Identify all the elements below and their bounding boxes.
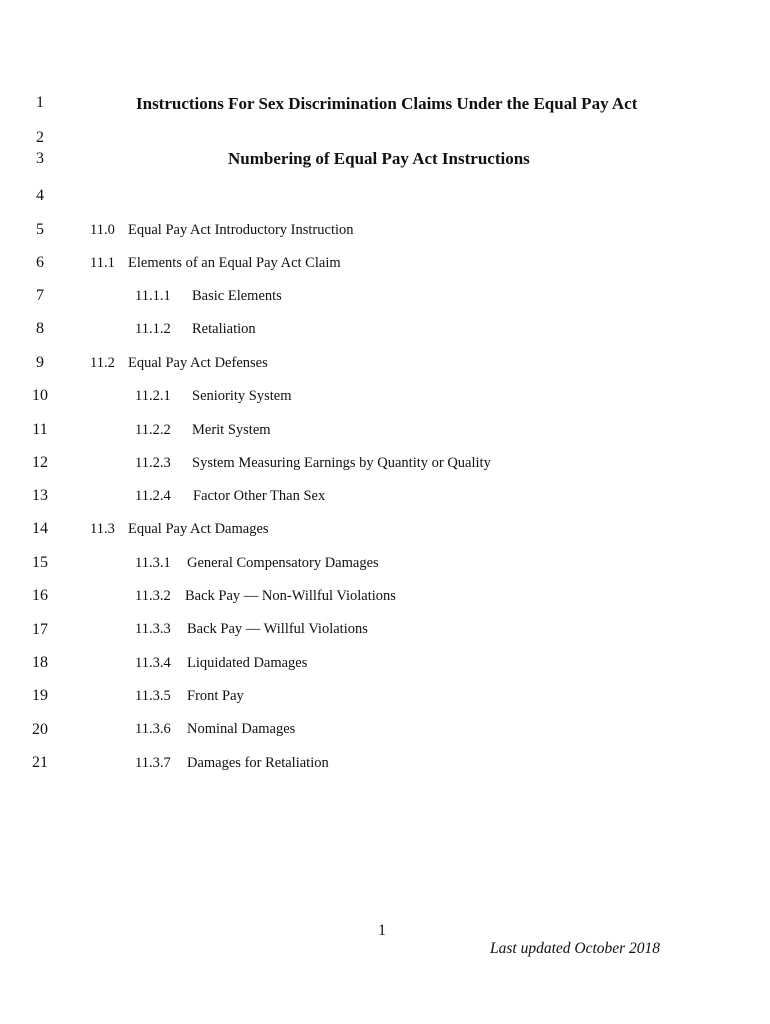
toc-text: Back Pay — Willful Violations <box>187 621 368 637</box>
line-number: 5 <box>36 221 44 238</box>
toc-number: 11.0 <box>90 222 115 238</box>
toc-entry <box>135 488 325 505</box>
toc-number: 11.1 <box>90 255 115 271</box>
toc-entry <box>135 621 368 638</box>
toc-text: Basic Elements <box>192 288 282 304</box>
toc-entry <box>135 455 491 472</box>
toc-number: 11.3.2 <box>135 588 171 604</box>
document-subtitle: Numbering of Equal Pay Act Instructions <box>228 149 530 168</box>
line-number: 21 <box>32 754 48 771</box>
line-number: 14 <box>32 520 48 537</box>
line-number: 9 <box>36 354 44 371</box>
line-number: 15 <box>32 554 48 571</box>
toc-entry <box>90 255 341 272</box>
toc-text: Retaliation <box>192 321 256 337</box>
line-number: 3 <box>36 150 44 167</box>
toc-entry <box>90 521 269 538</box>
line-number: 8 <box>36 320 44 337</box>
toc-text: Damages for Retaliation <box>187 755 329 771</box>
line-number: 1 <box>36 94 44 111</box>
toc-text: Front Pay <box>187 688 244 704</box>
footer-last-updated: Last updated October 2018 <box>490 940 661 957</box>
toc-text: Equal Pay Act Introductory Instruction <box>128 222 354 238</box>
toc-entry <box>90 222 354 239</box>
toc-text: General Compensatory Damages <box>187 555 379 571</box>
toc-text: Elements of an Equal Pay Act Claim <box>128 255 341 271</box>
toc-number: 11.3.1 <box>135 555 171 571</box>
toc-entry <box>135 288 282 305</box>
toc-number: 11.1.2 <box>135 321 171 337</box>
toc-number: 11.2.4 <box>135 488 171 504</box>
toc-text: Equal Pay Act Defenses <box>128 355 268 371</box>
line-number: 20 <box>32 721 48 738</box>
page-number: 1 <box>378 922 386 939</box>
line-number: 18 <box>32 654 48 671</box>
line-number: 6 <box>36 254 44 271</box>
document-title: Instructions For Sex Discrimination Claims Under the Equal Pay Act <box>136 94 638 113</box>
line-number: 2 <box>36 129 44 146</box>
toc-number: 11.3.7 <box>135 755 171 771</box>
toc-text: Merit System <box>192 422 271 438</box>
toc-number: 11.2.1 <box>135 388 171 404</box>
line-number: 13 <box>32 487 48 504</box>
toc-text: Liquidated Damages <box>187 655 308 671</box>
toc-number: 11.3 <box>90 521 115 537</box>
toc-entry <box>90 355 268 372</box>
toc-text: Nominal Damages <box>187 721 296 737</box>
line-number: 17 <box>32 621 48 638</box>
toc-text: Factor Other Than Sex <box>193 488 326 504</box>
line-number: 4 <box>36 187 44 204</box>
toc-entry <box>135 755 329 772</box>
toc-number: 11.3.3 <box>135 621 171 637</box>
toc-entry <box>135 721 295 738</box>
toc-number: 11.1.1 <box>135 288 171 304</box>
toc-entry <box>135 688 244 705</box>
toc-number: 11.3.4 <box>135 655 171 671</box>
toc-text: Seniority System <box>192 388 292 404</box>
toc-entry <box>135 555 379 572</box>
line-number: 16 <box>32 587 48 604</box>
line-number: 19 <box>32 687 48 704</box>
line-number: 12 <box>32 454 48 471</box>
toc-entry <box>135 388 292 405</box>
toc-entry <box>135 588 396 605</box>
toc-entry <box>135 655 307 672</box>
toc-entry <box>135 321 256 338</box>
toc-text: System Measuring Earnings by Quantity or Quality <box>192 455 491 471</box>
toc-text: Equal Pay Act Damages <box>128 521 269 537</box>
toc-number: 11.2.2 <box>135 422 171 438</box>
toc-text: Back Pay — Non-Willful Violations <box>185 588 396 604</box>
toc-number: 11.3.5 <box>135 688 171 704</box>
line-number: 10 <box>32 387 48 404</box>
toc-number: 11.3.6 <box>135 721 171 737</box>
toc-number: 11.2 <box>90 355 115 371</box>
toc-entry <box>135 422 271 439</box>
line-number: 7 <box>36 287 44 304</box>
line-number: 11 <box>32 421 48 438</box>
toc-number: 11.2.3 <box>135 455 171 471</box>
